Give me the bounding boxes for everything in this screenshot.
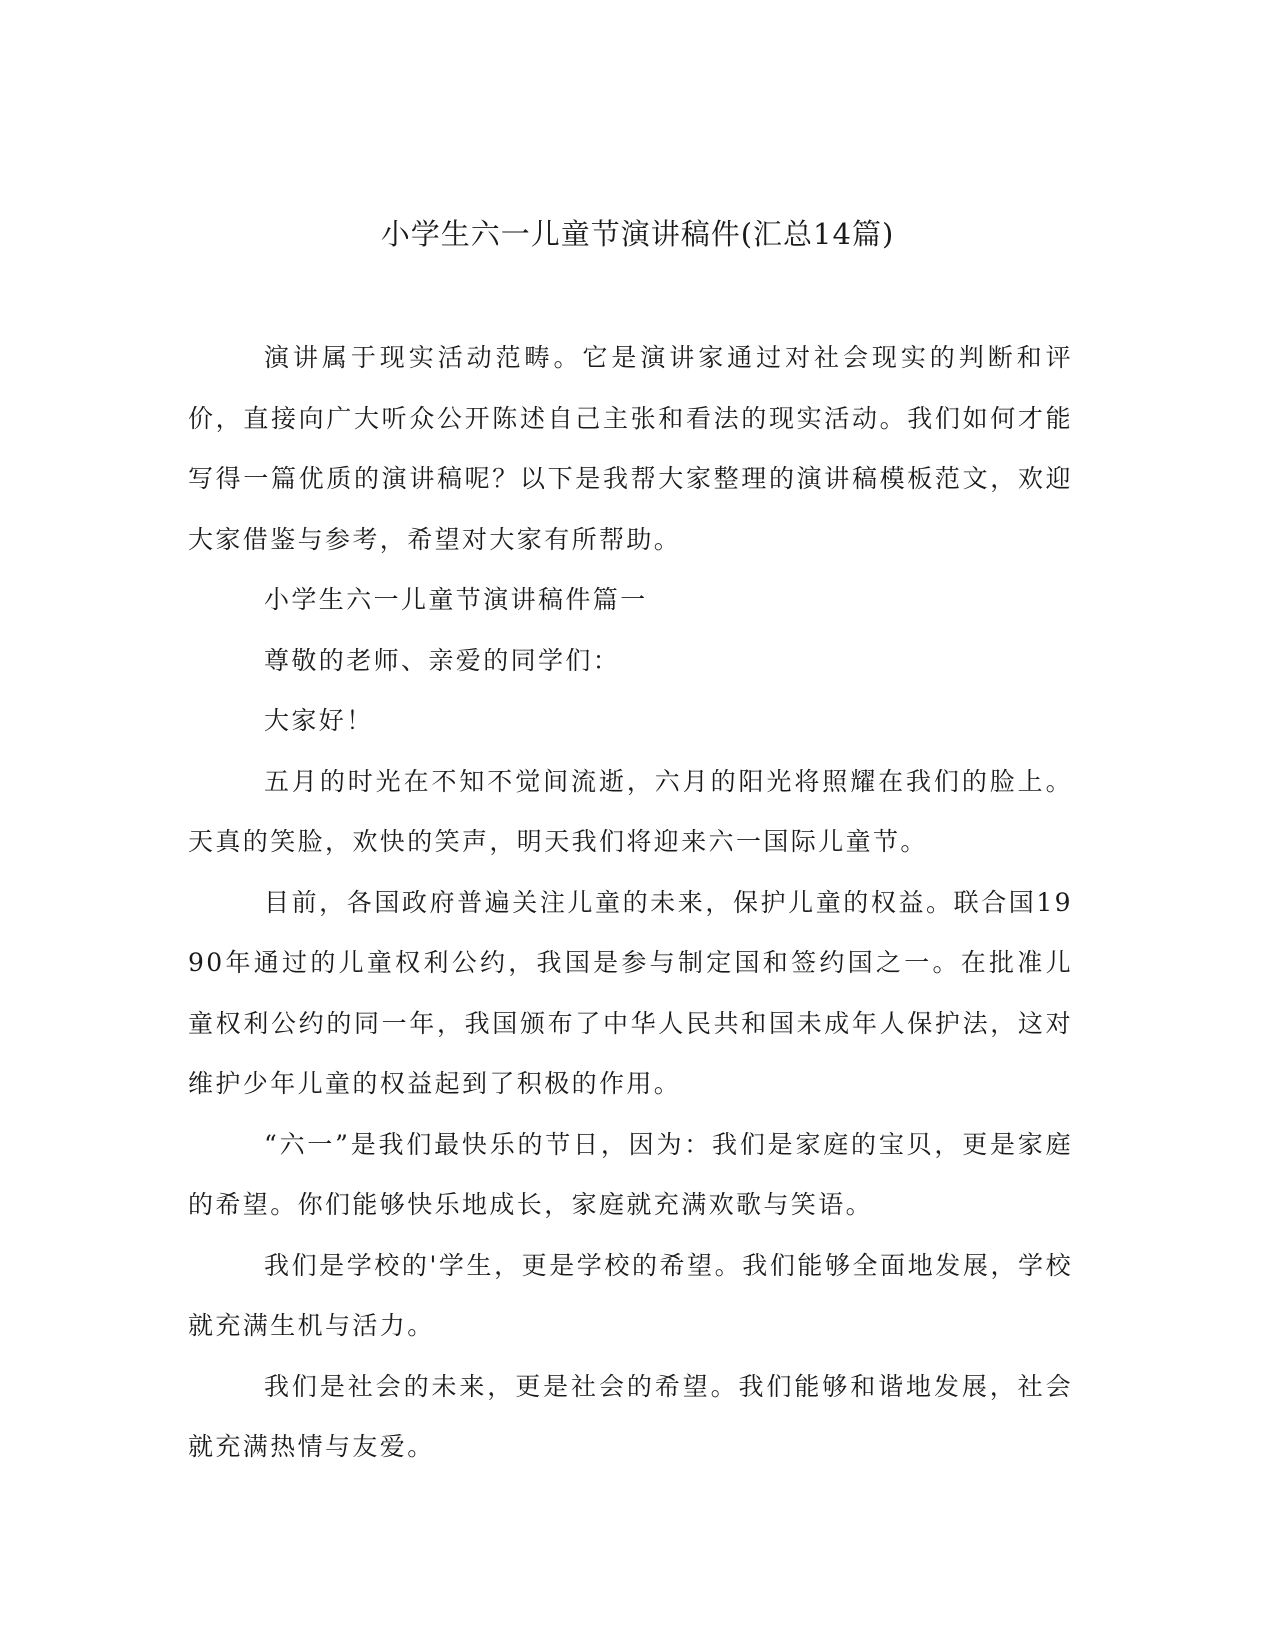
- body-paragraph: 五月的时光在不知不觉间流逝，六月的阳光将照耀在我们的脸上。天真的笑脸，欢快的笑声，明天我们将迎来六一国际儿童节。: [188, 766, 1073, 856]
- body-paragraph: “六一”是我们最快乐的节日，因为：我们是家庭的宝贝，更是家庭的希望。你们能够快乐地成长，家庭就充满欢歌与笑语。: [188, 1129, 1073, 1219]
- greeting: 大家好！: [264, 706, 374, 735]
- document-body: [188, 328, 1073, 1478]
- body-paragraph: 目前，各国政府普遍关注儿童的未来，保护儿童的权益。联合国1990年通过的儿童权利公约，我国是参与制定国和签约国之一。在批准儿童权利公约的同一年，我国颁布了中华人民共和国未成年人保护法，这对维护少年儿童的权益起到了积极的作用。: [188, 887, 1073, 1098]
- body-paragraph: 我们是社会的未来，更是社会的希望。我们能够和谐地发展，社会就充满热情与友爱。: [188, 1371, 1073, 1461]
- body-paragraph: 我们是学校的'学生，更是学校的希望。我们能够全面地发展，学校就充满生机与活力。: [188, 1250, 1074, 1340]
- section-heading: 小学生六一儿童节演讲稿件篇一: [264, 585, 648, 614]
- intro-paragraph: 演讲属于现实活动范畴。它是演讲家通过对社会现实的判断和评价，直接向广大听众公开陈述自己主张和看法的现实活动。我们如何才能写得一篇优质的演讲稿呢？以下是我帮大家整理的演讲稿模板范文，欢迎大家借鉴与参考，希望对大家有所帮助。: [188, 343, 1073, 554]
- document-title: 小学生六一儿童节演讲稿件(汇总14篇): [380, 217, 895, 251]
- salutation: 尊敬的老师、亲爱的同学们：: [264, 645, 621, 675]
